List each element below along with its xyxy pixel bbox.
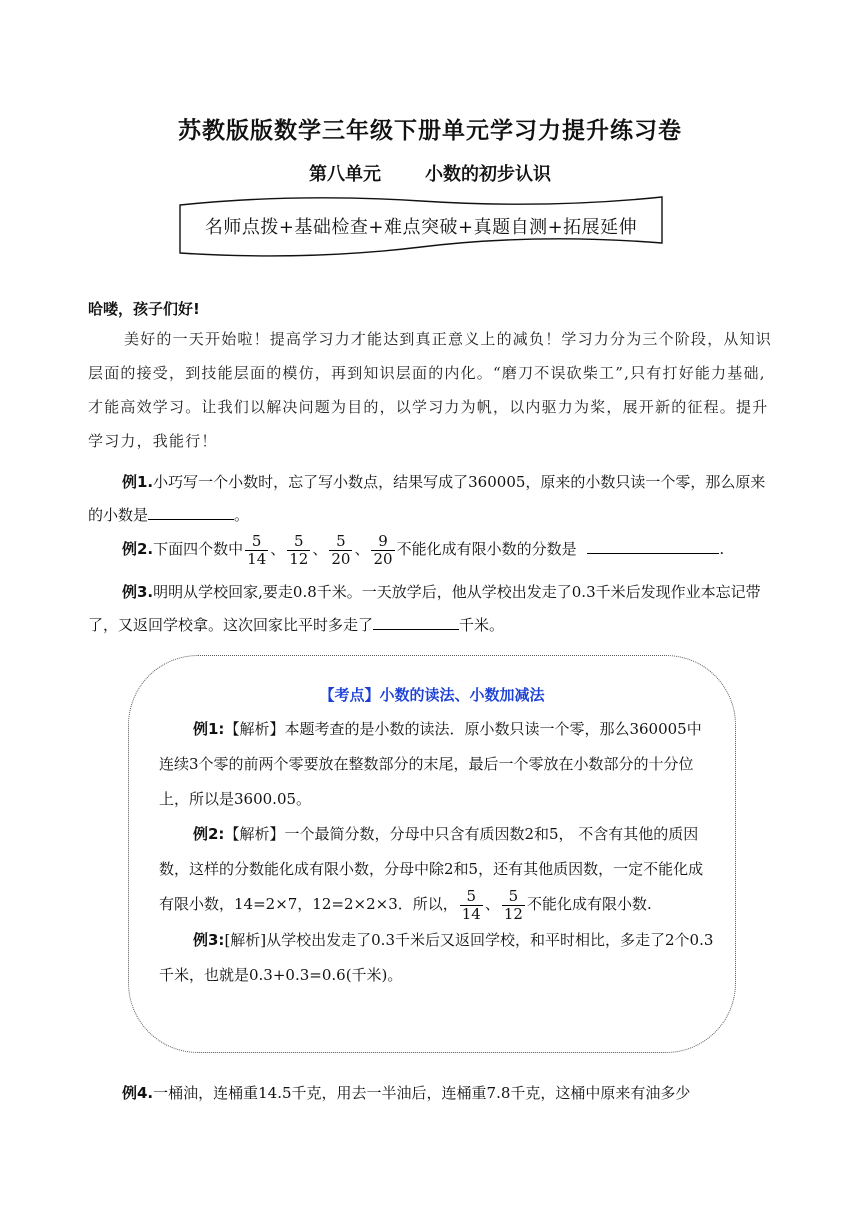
fraction: $\frac{5}{12}$ <box>289 531 309 568</box>
example-2-label: 例2. <box>122 540 154 558</box>
example-2-pre: 下面四个数中 <box>153 540 244 558</box>
example-1-label: 例1. <box>122 473 154 491</box>
analysis-3: 例3:[解析]从学校出发走了0.3千米后又返回学校，和平时相比，多走了2个0.3千米，也就是0.3+0.3=0.6(千米)。 <box>159 930 714 984</box>
example-2: 例2.下面四个数中 $\frac{5}{14}$ 、 $\frac{5}{12}$ 、 $\frac{5}{20}$ 、 $\frac{9}{20}$ 不能化成有限小数的分数是 . <box>122 531 725 568</box>
analysis-2: 例2:【解析】一个最简分数，分母中只含有质因数2和5， 不含有其他的质因数，这样的分数能化成有限小数，分母中除2和5，还有其他质因数，一定不能化成有限小数，14=2×7，12=2×2×3．所以， $\frac{5}{14}$ 、 $\frac{5}{12}$ 不能化成有限小数. <box>159 825 704 923</box>
example-1-end: 。 <box>234 506 250 524</box>
banner-text: 名师点拨+基础检查+难点突破+真题自测+拓展延伸 <box>204 217 638 238</box>
example-3-label: 例3. <box>122 583 154 601</box>
intro-paragraph <box>88 322 772 458</box>
intro-text: 美好的一天开始啦！提高学习力才能达到真正意义上的减负！学习力分为三个阶段，从知识层面的接受，到技能层面的模仿，再到知识层面的内化。“磨刀不误砍柴工”,只有打好能力基础,才能高效学习。让我们以解决问题为目的，以学习力为帆，以内驱力为桨，展开新的征程。提升学习力，我能行！ <box>88 330 773 450</box>
example-1 <box>88 466 772 532</box>
topic-label: 小数的初步认识 <box>425 164 551 185</box>
fraction: $\frac{9}{20}$ <box>373 531 393 568</box>
example-3-end: 千米。 <box>459 616 505 634</box>
answer-blank-2[interactable] <box>587 537 719 554</box>
fraction: $\frac{5}{14}$ <box>461 886 481 923</box>
analysis-1: 例1:【解析】本题考查的是小数的读法．原小数只读一个零，那么360005中连续3个零的前两个零要放在整数部分的末尾，最后一个零放在小数部分的十分位上，所以是3600.05。 <box>159 720 702 808</box>
analysis-heading: 【考点】小数的读法、小数加减法 <box>319 686 545 704</box>
analysis-body <box>159 712 715 993</box>
example-2-end: . <box>719 540 725 558</box>
example-4-label: 例4. <box>122 1084 154 1102</box>
answer-blank-1[interactable] <box>148 503 234 520</box>
example-3 <box>88 576 772 642</box>
example-4-text: 一桶油，连桶重14.5千克，用去一半油后，连桶重7.8千克，这桶中原来有油多少 <box>153 1084 691 1102</box>
example-1-text: 小巧写一个小数时，忘了写小数点，结果写成了360005，原来的小数只读一个零，那么原来的小数是 <box>88 473 766 524</box>
example-2-post: 不能化成有限小数的分数是 <box>396 540 577 558</box>
example-4 <box>88 1077 772 1110</box>
greeting: 哈喽，孩子们好! <box>88 300 200 318</box>
fraction: $\frac{5}{20}$ <box>331 531 351 568</box>
page-title: 苏教版版数学三年级下册单元学习力提升练习卷 <box>178 118 682 144</box>
fraction: $\frac{5}{14}$ <box>247 531 267 568</box>
page-subtitle <box>0 160 860 186</box>
banner-scroll <box>176 193 666 263</box>
unit-label: 第八单元 <box>309 164 381 185</box>
analysis-box <box>128 655 736 1053</box>
answer-blank-3[interactable] <box>373 613 459 630</box>
example-3-text: 明明从学校回家,要走0.8千米。一天放学后，他从学校出发走了0.3千米后发现作业本忘记带了，又返回学校拿。这次回家比平时多走了 <box>88 583 761 634</box>
fraction: $\frac{5}{12}$ <box>503 886 523 923</box>
